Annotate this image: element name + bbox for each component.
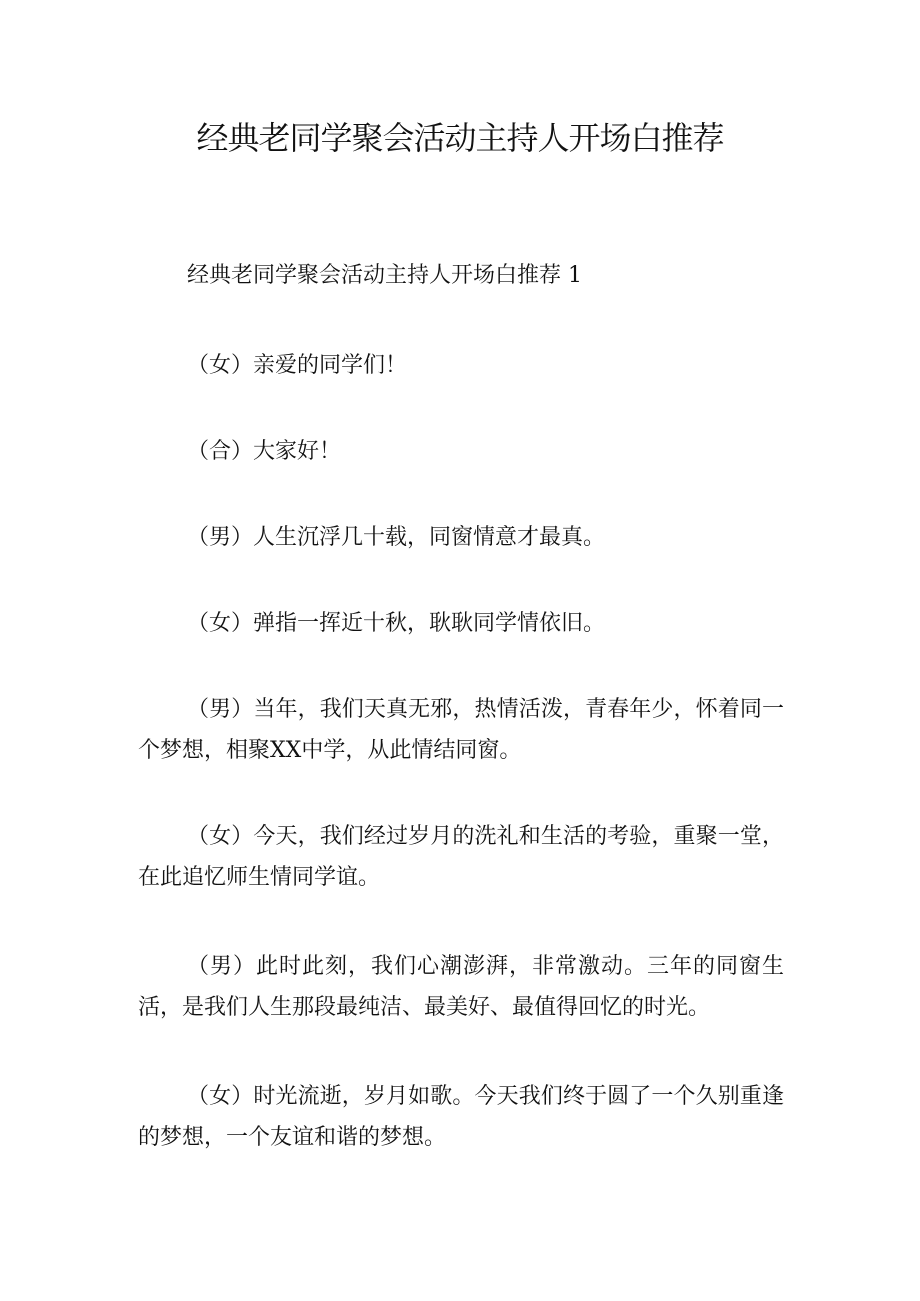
section-heading: 经典老同学聚会活动主持人开场白推荐 1	[187, 263, 582, 288]
paragraph-1: （女）亲爱的同学们！	[187, 353, 408, 378]
paragraph-8: （女）时光流逝，岁月如歌。今天我们终于圆了一个久别重逢的梦想，一个友谊和谐的梦想。	[138, 1084, 784, 1150]
paragraph-4: （女）弹指一挥近十秋，耿耿同学情依旧。	[187, 611, 606, 636]
document-title: 经典老同学聚会活动主持人开场白推荐	[196, 119, 724, 157]
paragraph-3: （男）人生沉浮几十载，同窗情意才最真。	[187, 525, 606, 550]
paragraph-2: （合）大家好！	[187, 439, 342, 464]
paragraph-5: （男）当年，我们天真无邪，热情活泼，青春年少，怀着同一个梦想，相聚XX中学，从此情结同窗。	[138, 697, 784, 763]
paragraph-7: （男）此时此刻，我们心潮澎湃，非常激动。三年的同窗生活，是我们人生那段最纯洁、最美好、最值得回忆的时光。	[138, 954, 784, 1020]
paragraph-6: （女）今天，我们经过岁月的洗礼和生活的考验，重聚一堂，在此追忆师生情同学谊。	[138, 824, 784, 890]
